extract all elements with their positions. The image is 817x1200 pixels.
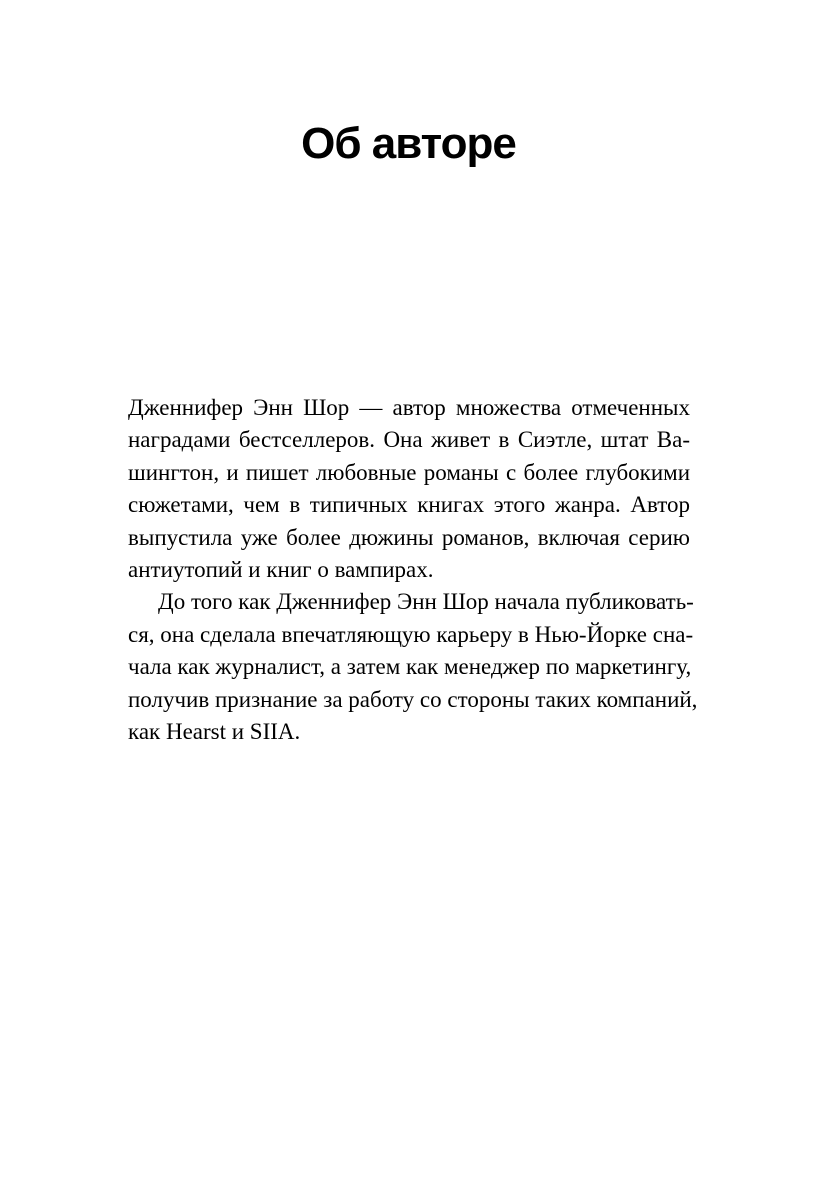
text-line: антиутопий и книг о вампирах.	[128, 557, 434, 583]
text-line: шингтон, и пишет любовные романы с более глубокими	[128, 459, 690, 485]
text-line: выпустила уже более дюжины романов, включая серию	[128, 524, 690, 550]
text-line: как Hearst и SIIA.	[128, 719, 301, 745]
text-line: До того как Дженнифер Энн Шор начала публиковать-	[158, 589, 694, 615]
text-line: ся, она сделала впечатляющую карьеру в Нью-Йорке сна-	[128, 621, 694, 647]
text-line: сюжетами, чем в типичных книгах этого жанра. Автор	[128, 492, 690, 518]
text-line: наградами бестселлеров. Она живет в Сиэтле, штат Ва-	[128, 427, 690, 453]
text-line: чала как журналист, а затем как менеджер по маркетингу,	[128, 654, 692, 680]
author-bio	[128, 392, 698, 748]
text-line: получив признание за работу со стороны таких компаний,	[128, 686, 698, 712]
bio-paragraph-2	[128, 586, 698, 748]
text-line: Дженнифер Энн Шор — автор множества отмеченных	[128, 395, 690, 420]
page-title: Об авторе	[301, 119, 516, 168]
bio-paragraph-1	[128, 392, 690, 586]
